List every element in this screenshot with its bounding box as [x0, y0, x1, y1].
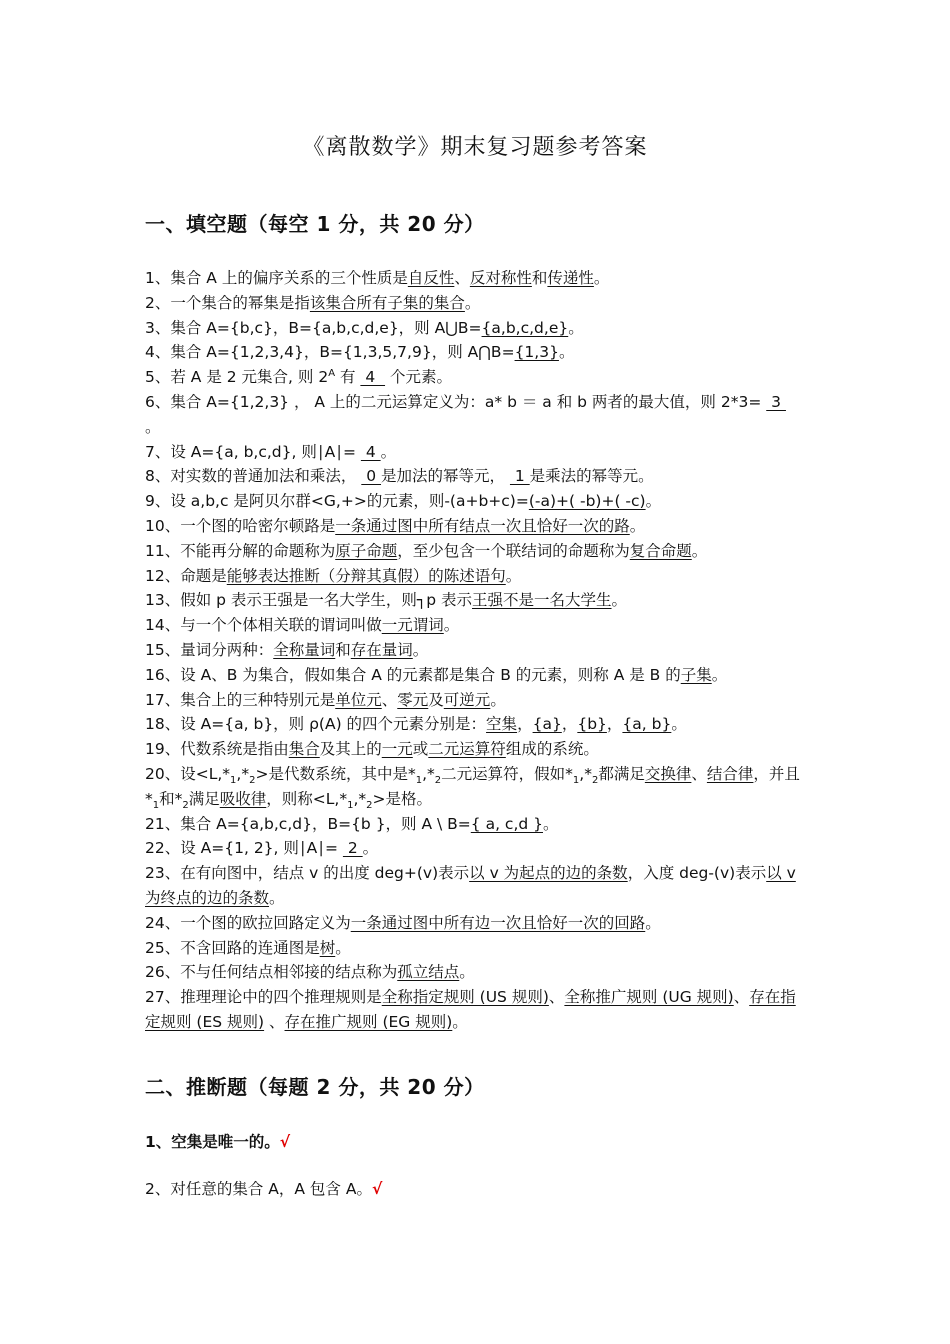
question-13: 13、假如 p 表示王强是一名大学生，则┐p 表示王强不是一名大学生。: [145, 591, 628, 610]
section-heading-judgement: 二、推断题（每题 2 分，共 20 分）: [145, 1075, 485, 1099]
answer: 单位元: [335, 690, 382, 709]
answer: 4: [360, 368, 386, 387]
answer: 王强不是一名大学生: [472, 591, 612, 610]
judgement-1: 1、空集是唯一的。√: [145, 1133, 291, 1151]
answer: {1,3}: [514, 343, 559, 362]
question-15: 15、量词分两种：全称量词和存在量词。: [145, 640, 429, 659]
answer: (-a)+( -b)+( -c): [528, 492, 646, 511]
question-9: 9、设 a,b,c 是阿贝尔群<G,+>的元素，则-(a+b+c)=(-a)+( -b)+( -c)。: [145, 492, 662, 511]
answer: 复合命题: [629, 541, 692, 560]
answer: 空集: [486, 715, 518, 734]
section-heading-fill-in: 一、填空题（每空 1 分，共 20 分）: [145, 212, 485, 236]
answer: 2: [342, 839, 363, 858]
question-6: 6、集合 A={1,2,3} ， A 上的二元运算定义为：a* b ＝ a 和 b 两者的最大值，则 2*3= 3 。: [145, 392, 786, 436]
answer: 4: [360, 442, 381, 461]
answer: 二元运算符: [428, 740, 506, 759]
answer: 树: [319, 938, 336, 957]
answer: 交换律: [644, 764, 692, 783]
question-8: 8、对实数的普通加法和乘法， 0 是加法的幂等元， 1 是乘法的幂等元。: [145, 467, 654, 486]
question-11: 11、不能再分解的命题称为原子命题，至少包含一个联结词的命题称为复合命题。: [145, 541, 708, 560]
answer: 反对称性: [469, 269, 532, 287]
answer: 能够表达推断（分辩其真假）的陈述语句: [226, 566, 506, 585]
answer: 结合律: [706, 764, 754, 783]
question-3: 3、集合 A={b,c}，B={a,b,c,d,e}，则 A⋃B={a,b,c,d,e}。: [145, 318, 584, 337]
question-19: 19、代数系统是指由集合及其上的一元或二元运算符组成的系统。: [145, 740, 599, 759]
answer: 全称推广规则 (UG 规则): [564, 988, 734, 1007]
fill-in-question-list: [145, 266, 810, 1035]
question-26: 26、不与任何结点相邻接的结点称为孤立结点。: [145, 963, 475, 982]
answer: 0: [361, 467, 382, 486]
check-mark: √: [279, 1133, 291, 1151]
answer: {b}: [577, 715, 607, 734]
answer: 孤立结点: [397, 963, 460, 982]
question-2: 2、一个集合的幂集是指该集合所有子集的集合。: [145, 293, 481, 312]
answer: { a, c,d }: [470, 814, 543, 833]
answer: 存在量词: [350, 640, 413, 659]
question-23: 23、在有向图中，结点 v 的出度 deg+(v)表示以 v 为起点的边的条数，入度 deg-(v)表示以 v 为终点的边的条数。: [145, 864, 796, 907]
answer: 吸收律: [219, 789, 267, 808]
answer: 一条通过图中所有结点一次且恰好一次的路: [335, 516, 630, 535]
question-16: 16、设 A、B 为集合，假如集合 A 的元素都是集合 B 的元素，则称 A 是 B 的子集。: [145, 665, 728, 684]
answer: 1: [509, 467, 530, 486]
question-24: 24、一个图的欧拉回路定义为一条通过图中所有边一次且恰好一次的回路。: [145, 913, 661, 932]
answer: 存在指定规则 (ES 规则): [145, 988, 796, 1031]
judgement-2: 2、对任意的集合 A，A 包含 A。√: [145, 1180, 383, 1198]
answer: 传递性: [547, 269, 594, 287]
answer: 可逆元: [443, 690, 491, 709]
question-7: 7、设 A={a, b,c,d}, 则∣A∣= 4 。: [145, 442, 397, 461]
answer: {a}: [532, 715, 562, 734]
answer: 以 v 为起点的边的条数: [469, 864, 628, 883]
answer: 存在推广规则 (EG 规则): [284, 1012, 453, 1031]
answer: 自反性: [407, 269, 455, 287]
document-title: 《离散数学》期末复习题参考答案: [302, 135, 648, 160]
answer: 零元: [397, 690, 429, 709]
question-14: 14、与一个个体相关联的谓词叫做一元谓词。: [145, 616, 460, 635]
answer: 集合: [288, 740, 320, 759]
question-27: 27、推理理论中的四个推理规则是全称指定规则 (US 规则)、全称推广规则 (UG 规则)、存在指定规则 (ES 规则) 、存在推广规则 (EG 规则)。: [145, 988, 796, 1031]
answer: 原子命题: [335, 541, 398, 560]
answer: {a, b}: [622, 715, 672, 734]
answer: 全称指定规则 (US 规则): [381, 988, 549, 1007]
answer: {a,b,c,d,e}: [481, 318, 569, 337]
question-4: 4、集合 A={1,2,3,4}，B={1,3,5,7,9}，则 A⋂B={1,3}。: [145, 343, 575, 362]
question-1: 1、集合 A 上的偏序关系的三个性质是自反性、反对称性和传递性。: [145, 269, 610, 287]
question-5: 5、若 A 是 2 元集合, 则 $2^A$ 有 4 个元素。: [145, 368, 452, 387]
answer: 一元: [381, 740, 413, 759]
answer: 全称量词: [273, 640, 336, 659]
question-21: 21、集合 A={a,b,c,d}，B={b }，则 A \ B={ a, c,d }。: [145, 814, 559, 833]
answer: 以 v 为终点的边的条数: [145, 864, 796, 907]
answer: 子集: [680, 665, 712, 684]
answer: 该集合所有子集的集合: [309, 293, 465, 312]
question-20: 20、设$<L,*_1,*_2>$是代数系统，其中是$*_1,*_2$二元运算符，假如$*_1,*_2$都满足交换律、结合律，并且$*_1$和$*_2$满足吸收律，则称$<L,*_1,*_2>$是格。: [145, 764, 800, 811]
answer: 一条通过图中所有边一次且恰好一次的回路: [350, 913, 646, 932]
question-12: 12、命题是能够表达推断（分辩其真假）的陈述语句。: [145, 566, 522, 585]
answer: 一元谓词: [381, 616, 444, 635]
question-25: 25、不含回路的连通图是树。: [145, 938, 351, 957]
question-17: 17、集合上的三种特别元是单位元、零元及可逆元。: [145, 690, 506, 709]
question-22: 22、设 A={1, 2}, 则∣A∣= 2 。: [145, 839, 379, 858]
check-mark: √: [371, 1180, 383, 1198]
question-10: 10、一个图的哈密尔顿路是一条通过图中所有结点一次且恰好一次的路。: [145, 516, 646, 535]
question-18: 18、设 A={a, b}，则 ρ(A) 的四个元素分别是：空集，{a}，{b}，{a, b}。: [145, 715, 687, 734]
answer: 3: [766, 392, 786, 411]
